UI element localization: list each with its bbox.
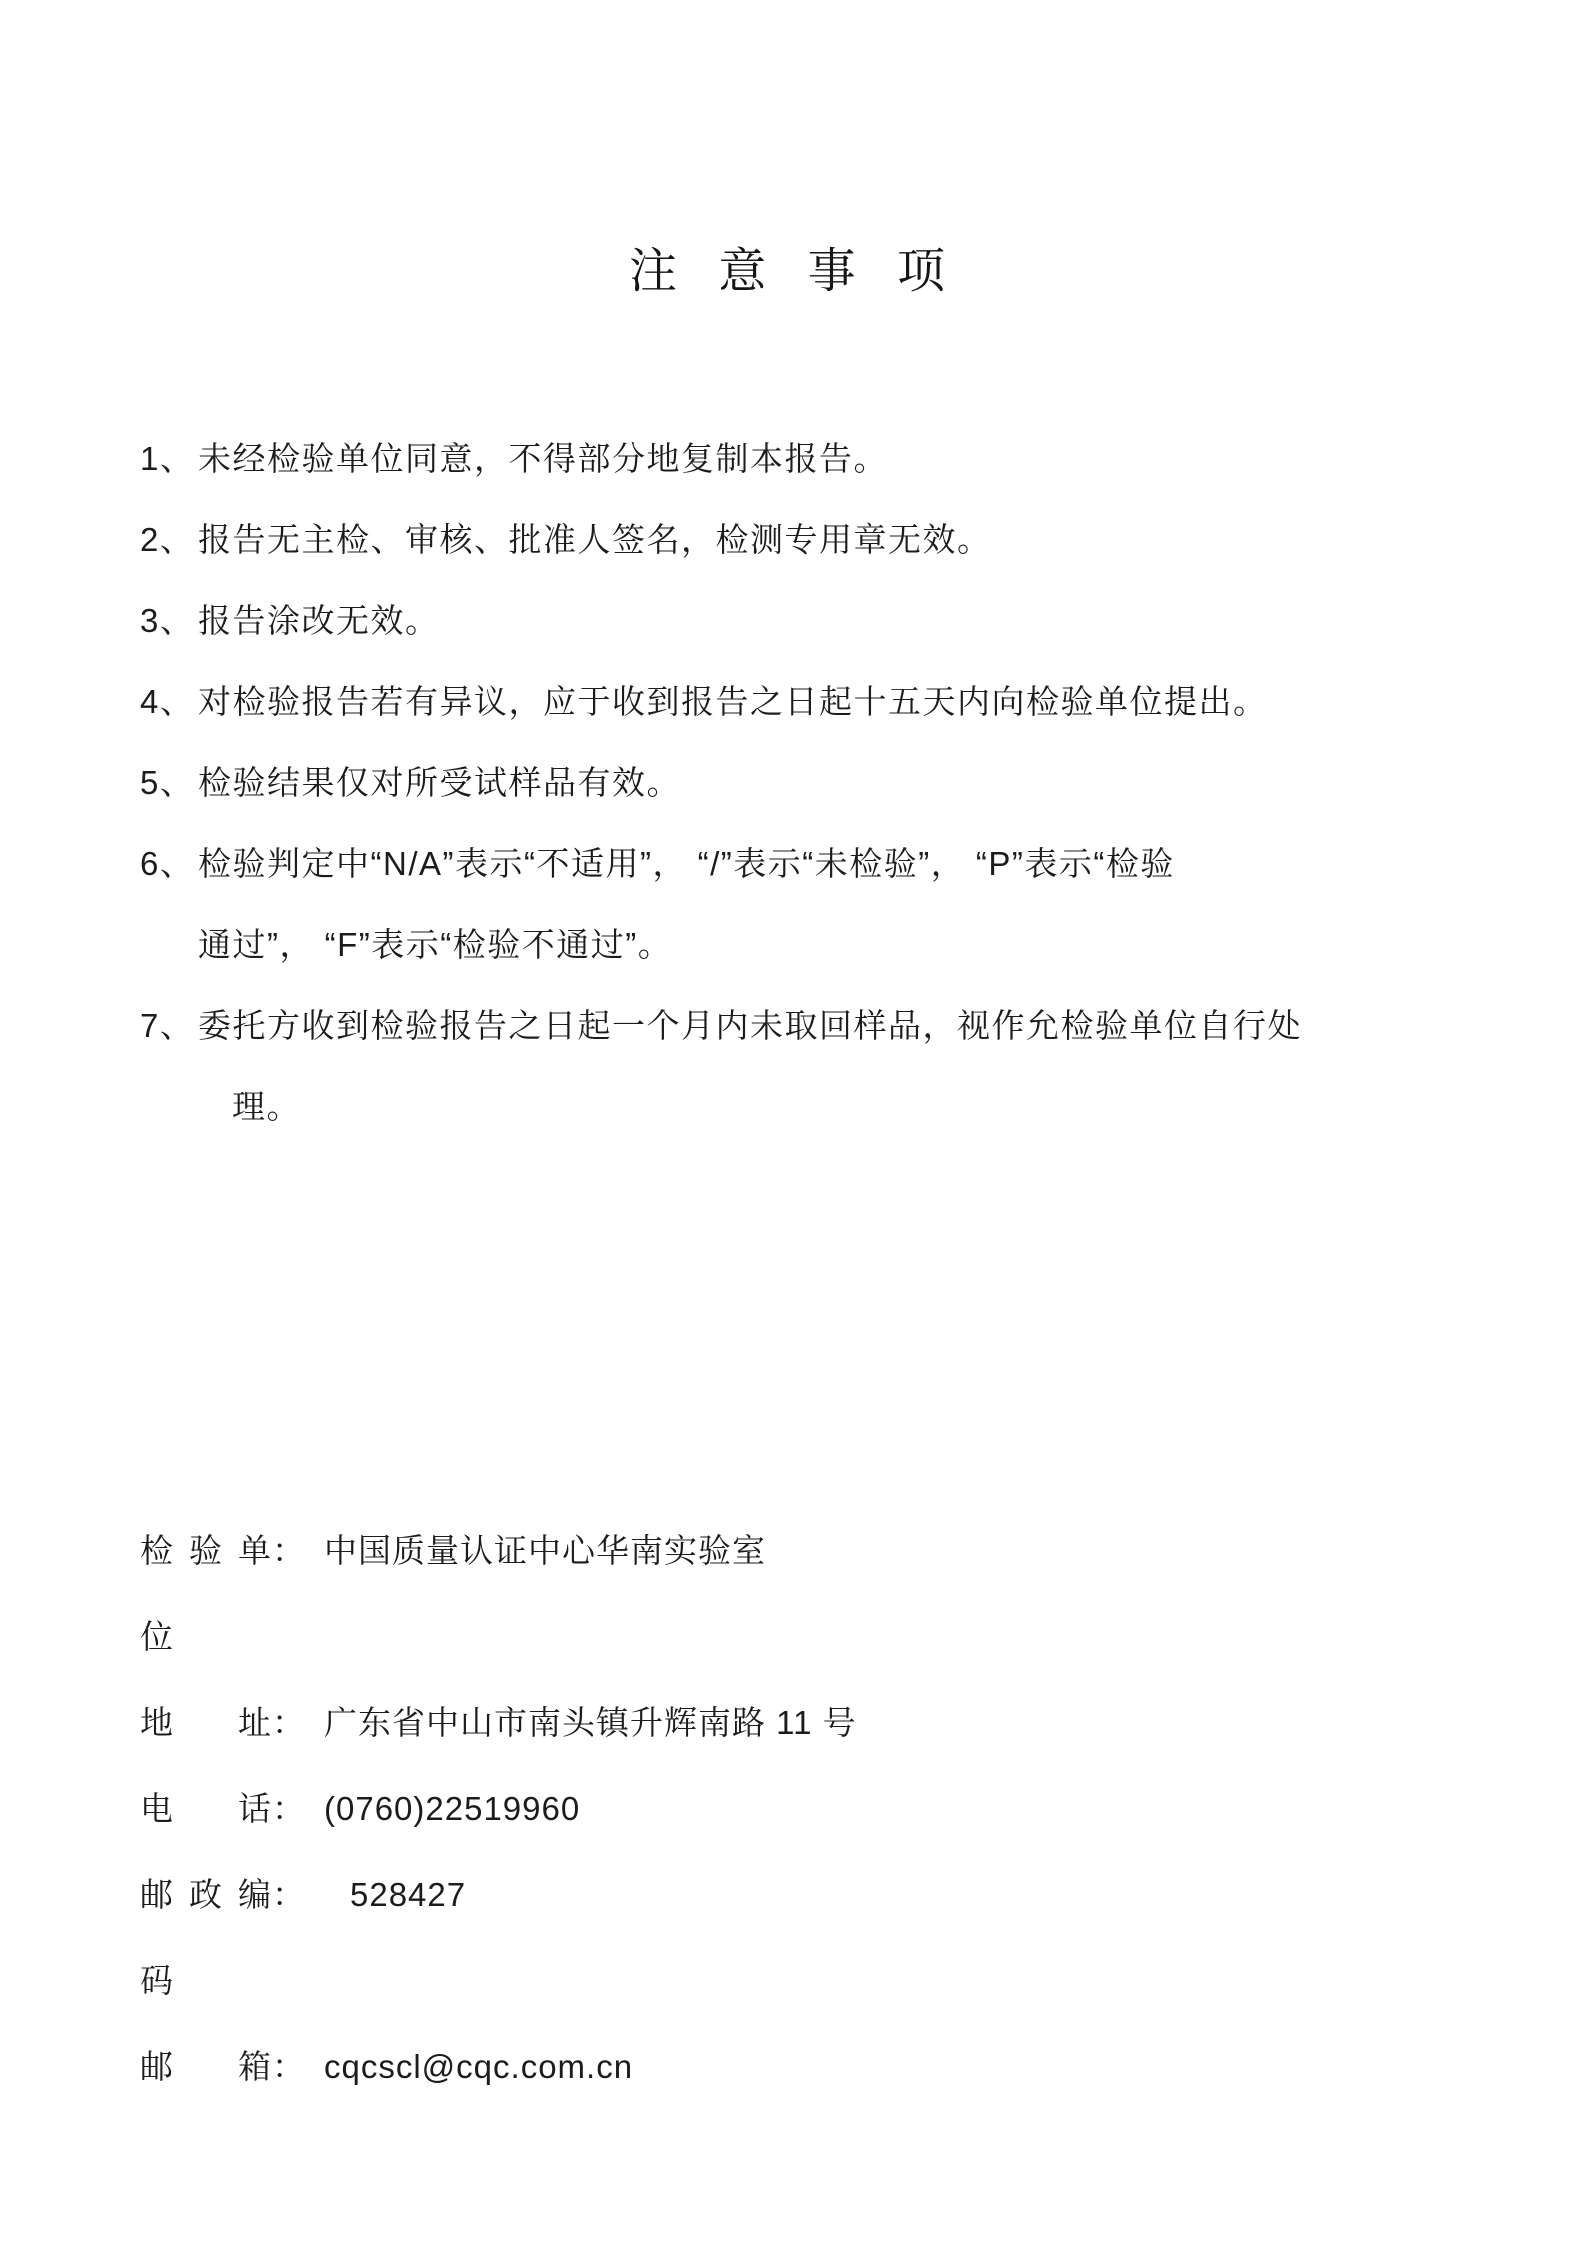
list-item-text	[198, 742, 1480, 823]
list-item	[140, 580, 1480, 661]
contact-label: 电话	[140, 1790, 272, 1827]
contact-row-inspection-unit	[140, 1508, 1480, 1680]
contact-row-phone	[140, 1766, 1480, 1852]
list-item-line: 检验结果仅对所受试样品有效。	[198, 764, 681, 801]
contact-label: 邮政编码	[140, 1876, 272, 1999]
list-item-line: 对检验报告若有异议，应于收到报告之日起十五天内向检验单位提出。	[198, 683, 1268, 720]
list-item-line: 理。	[232, 1088, 301, 1125]
list-item-line: 检验判定中“N/A”表示“不适用”， “/”表示“未检验”， “P”表示“检验	[198, 845, 1175, 882]
contact-row-email	[140, 2024, 1480, 2110]
list-item	[140, 823, 1480, 985]
contact-colon: ：	[272, 1790, 306, 1827]
contact-value: cqcscl@cqc.com.cn	[324, 2048, 634, 2085]
list-item-number: 7、	[140, 1007, 195, 1044]
list-item-number: 1、	[140, 440, 195, 477]
list-item-text	[198, 661, 1480, 742]
contact-row-postal-code	[140, 1852, 1480, 2024]
list-item-text	[198, 418, 1480, 499]
list-item-number: 4、	[140, 683, 195, 720]
list-item-text	[198, 499, 1480, 580]
contact-value: 528427	[350, 1876, 467, 1913]
list-item-line: 通过”， “F”表示“检验不通过”。	[198, 926, 673, 963]
contact-colon: ：	[272, 2048, 306, 2085]
list-item	[140, 742, 1480, 823]
contact-block	[140, 1508, 1480, 2110]
contact-value: 中国质量认证中心华南实验室	[324, 1532, 766, 1569]
list-item-number: 5、	[140, 764, 195, 801]
list-item-text	[198, 823, 1480, 985]
contact-colon: ：	[272, 1876, 306, 1913]
list-item-text	[198, 985, 1480, 1147]
list-item-line: 未经检验单位同意，不得部分地复制本报告。	[198, 440, 888, 477]
contact-label: 检验单位	[140, 1532, 272, 1655]
list-item	[140, 985, 1480, 1147]
notes-list	[140, 418, 1480, 1147]
list-item	[140, 661, 1480, 742]
list-item-line: 报告涂改无效。	[198, 602, 440, 639]
list-item	[140, 418, 1480, 499]
list-item	[140, 499, 1480, 580]
page-title: 注 意 事 项	[628, 245, 959, 298]
contact-value: (0760)22519960	[324, 1790, 581, 1827]
list-item-line: 委托方收到检验报告之日起一个月内未取回样品，视作允检验单位自行处	[198, 1007, 1302, 1044]
list-item-text	[198, 580, 1480, 661]
contact-row-address	[140, 1680, 1480, 1766]
contact-colon: ：	[272, 1704, 306, 1741]
list-item-line: 报告无主检、审核、批准人签名，检测专用章无效。	[198, 521, 992, 558]
list-item-number: 6、	[140, 845, 195, 882]
contact-value: 广东省中山市南头镇升辉南路 11 号	[324, 1704, 857, 1741]
list-item-number: 2、	[140, 521, 195, 558]
contact-label: 邮箱	[140, 2048, 272, 2085]
list-item-number: 3、	[140, 602, 195, 639]
contact-colon: ：	[272, 1532, 306, 1569]
contact-label: 地址	[140, 1704, 272, 1741]
